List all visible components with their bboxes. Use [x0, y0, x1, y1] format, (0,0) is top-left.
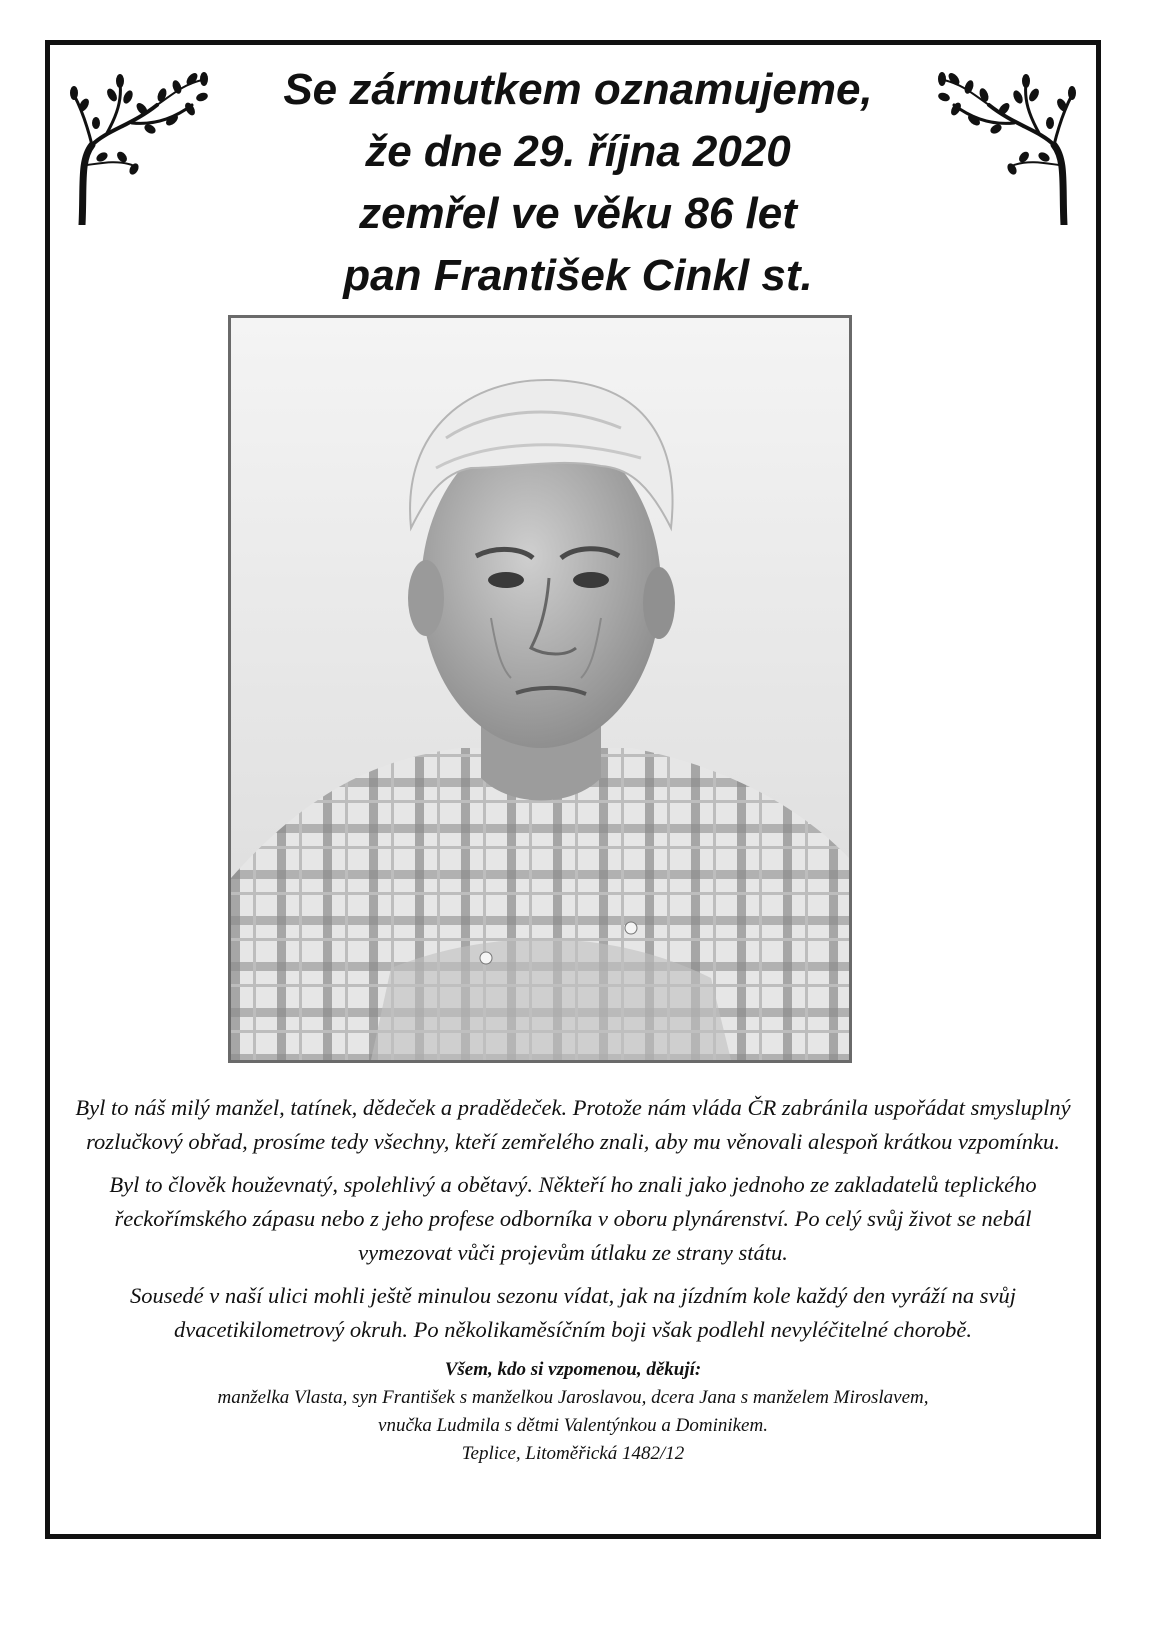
paragraph-2: Byl to člověk houževnatý, spolehlivý a obětavý. Někteří ho znali jako jednoho ze zakladatelů teplického řeckořímského zápasu nebo z jeho profese odborníka v oboru plynárenství. Po celý svůj život se nebál vymezovat vůči projevům útlaku ze strany státu. — [109, 1172, 1037, 1265]
headline-line-1: Se zármutkem oznamujeme, — [283, 65, 873, 114]
obituary-body — [70, 1091, 1076, 1468]
paragraph-1: Byl to náš milý manžel, tatínek, dědeček a pradědeček. Protože nám vláda ČR zabránila uspořádat smysluplný rozlučkový obřad, prosíme tedy všechny, kteří zemřelého znali, aby mu věnovali alespoň krátkou vzpomínku. — [75, 1095, 1071, 1154]
portrait-photo — [228, 315, 852, 1063]
mourners-line-2: vnučka Ludmila s dětmi Valentýnkou a Dominikem. — [378, 1415, 768, 1436]
thanks-heading: Všem, kdo si vzpomenou, děkují: — [444, 1359, 702, 1380]
headline-line-4: pan František Cinkl st. — [343, 251, 813, 300]
portrait-illustration — [231, 318, 849, 1060]
obituary-frame — [45, 40, 1101, 1539]
paragraph-3: Sousedé v naší ulici mohli ještě minulou sezonu vídat, jak na jízdním kole každý den vyráží na svůj dvacetikilometrový okruh. Po několikaměsíčním boji však podlehl nevyléčitelné chorobě. — [129, 1283, 1017, 1342]
announcement-headline — [200, 59, 956, 307]
mourners-line-1: manželka Vlasta, syn František s manželkou Jaroslavou, dcera Jana s manželem Miroslavem, — [217, 1387, 929, 1408]
headline-line-2: že dne 29. října 2020 — [365, 127, 791, 176]
tree-icon — [62, 65, 222, 225]
headline-line-3: zemřel ve věku 86 let — [359, 189, 797, 238]
address-line: Teplice, Litoměřická 1482/12 — [461, 1443, 685, 1464]
